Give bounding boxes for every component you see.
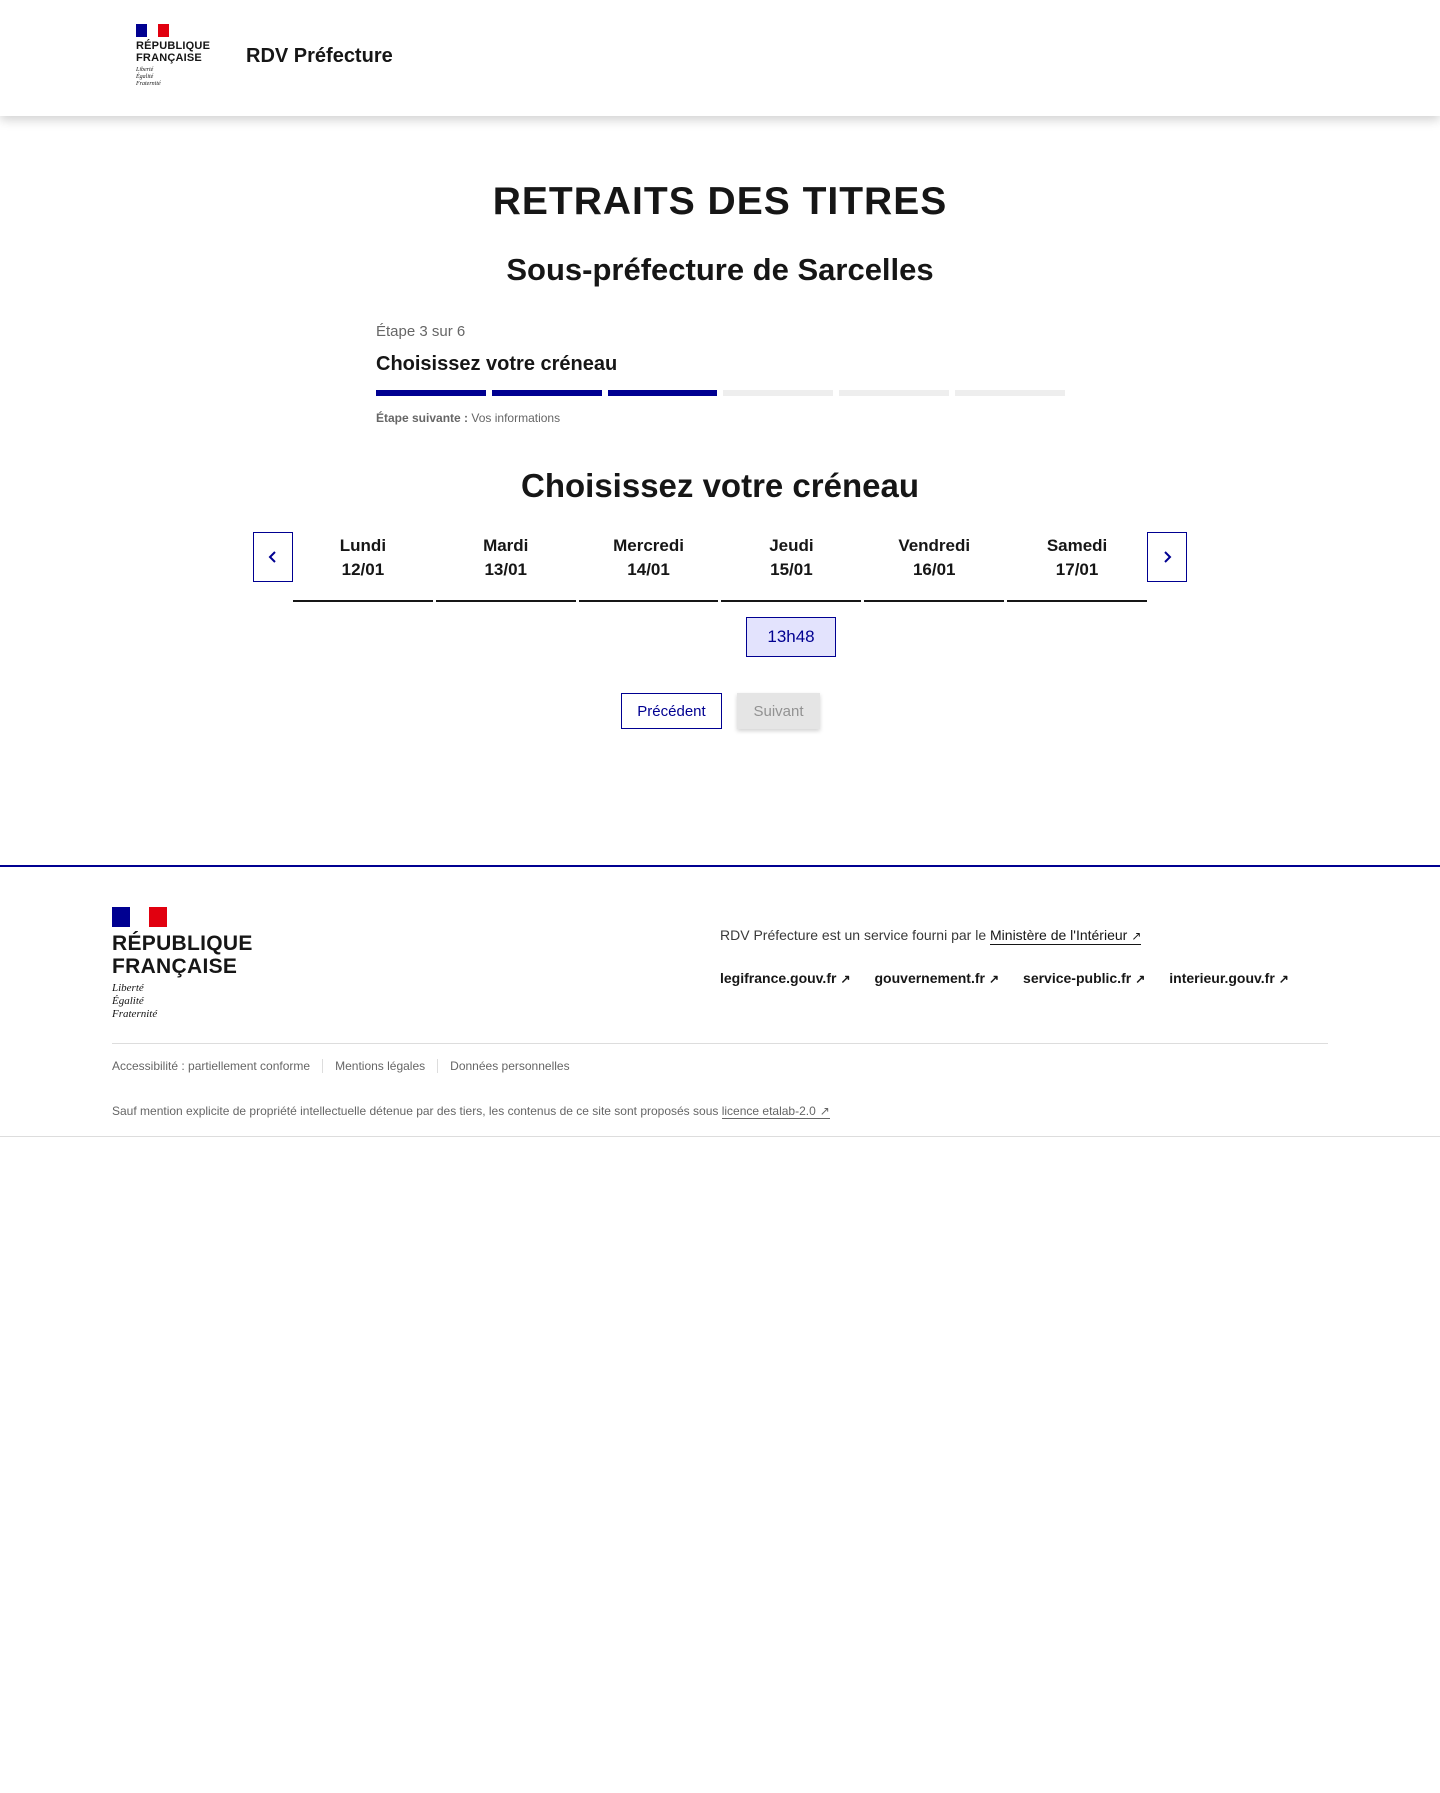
service-title[interactable]: RDV Préfecture	[246, 45, 393, 67]
site-footer	[0, 865, 1440, 1137]
chevron-right-icon	[1161, 550, 1173, 564]
footer-license	[112, 1104, 830, 1118]
footer-desc-text: RDV Préfecture est un service fourni par le	[720, 927, 987, 943]
external-link-icon: ↗	[1135, 972, 1146, 986]
next-button[interactable]: Suivant	[737, 693, 820, 729]
external-link-icon: ↗	[988, 972, 1000, 986]
license-link[interactable]: licence etalab-2.0 ↗	[721, 1104, 830, 1118]
page-title: RETRAITS DES TITRES	[492, 180, 948, 223]
day-column	[721, 532, 861, 602]
day-name: Samedi	[1046, 536, 1108, 555]
external-link-icon: ↗	[819, 1104, 830, 1118]
day-date: 12/01	[341, 560, 385, 579]
footer-link-service-public[interactable]: service-public.fr ↗	[1023, 970, 1146, 986]
license-text: Sauf mention explicite de propriété intellectuelle détenue par des tiers, les contenus de ce site sont proposés sous	[112, 1104, 719, 1118]
day-column	[1007, 532, 1147, 602]
footer-description	[720, 927, 1141, 943]
footer-logo[interactable]	[112, 907, 253, 1021]
day-date: 16/01	[912, 560, 956, 579]
stepper-progress	[376, 390, 1065, 396]
external-link-icon: ↗	[1131, 929, 1142, 943]
footer-divider	[112, 1043, 1328, 1044]
footer-bottom-links	[112, 1059, 582, 1073]
accessibility-link[interactable]: Accessibilité : partiellement conforme	[112, 1059, 311, 1073]
external-link-icon: ↗	[840, 972, 851, 986]
footer-link-gouvernement[interactable]: gouvernement.fr ↗	[874, 970, 1000, 986]
next-week-button[interactable]	[1147, 532, 1187, 582]
site-header	[0, 0, 1440, 116]
ministry-link[interactable]: Ministère de l'Intérieur ↗	[990, 927, 1142, 943]
footer-link-interieur[interactable]: interieur.gouv.fr ↗	[1169, 970, 1289, 986]
marianne-flag-icon	[136, 24, 169, 37]
day-date: 14/01	[627, 560, 670, 579]
day-name: Jeudi	[769, 536, 814, 555]
day-name: Mardi	[483, 536, 529, 555]
day-column	[579, 532, 719, 602]
stepper-bar	[955, 390, 1065, 396]
day-date: 17/01	[1055, 560, 1099, 579]
previous-week-button[interactable]	[253, 532, 293, 582]
stepper-bar	[723, 390, 833, 396]
stepper	[376, 323, 1065, 425]
stepper-title: Choisissez votre créneau	[376, 353, 618, 375]
footer-logo-motto: Liberté Égalité Fraternité	[112, 982, 158, 1020]
chevron-left-icon	[267, 550, 279, 564]
personal-data-link[interactable]: Données personnelles	[437, 1059, 581, 1073]
stepper-bar	[839, 390, 949, 396]
previous-button[interactable]: Précédent	[621, 693, 722, 729]
stepper-bar	[608, 390, 718, 396]
footer-logo-text: RÉPUBLIQUE FRANÇAISE	[112, 932, 253, 978]
external-link-icon: ↗	[1278, 972, 1289, 986]
stepper-state: Étape 3 sur 6	[376, 323, 466, 340]
footer-links	[720, 970, 1289, 986]
marianne-flag-icon	[112, 907, 167, 927]
republique-francaise-logo[interactable]	[136, 24, 214, 94]
logo-text: RÉPUBLIQUE FRANÇAISE	[136, 40, 211, 64]
day-column	[293, 532, 433, 602]
page-subtitle: Sous-préfecture de Sarcelles	[506, 252, 934, 287]
slot-section-title: Choisissez votre créneau	[521, 467, 919, 504]
stepper-next-value: Vos informations	[471, 411, 561, 425]
footer-link-legifrance[interactable]: legifrance.gouv.fr ↗	[720, 970, 851, 986]
day-date: 15/01	[770, 560, 813, 579]
day-name: Vendredi	[898, 536, 971, 555]
day-name: Mercredi	[613, 536, 684, 555]
day-column	[864, 532, 1004, 602]
stepper-bar	[492, 390, 602, 396]
day-columns	[293, 532, 1147, 602]
legal-notice-link[interactable]: Mentions légales	[322, 1059, 437, 1073]
logo-motto: Liberté Égalité Fraternité	[136, 67, 161, 87]
day-date: 13/01	[484, 560, 528, 579]
day-name: Lundi	[339, 536, 387, 555]
stepper-next-step	[376, 411, 1065, 425]
stepper-bar	[376, 390, 486, 396]
stepper-next-label: Étape suivante :	[376, 411, 469, 425]
time-slot-button[interactable]: 13h48	[746, 617, 836, 657]
day-column	[436, 532, 576, 602]
